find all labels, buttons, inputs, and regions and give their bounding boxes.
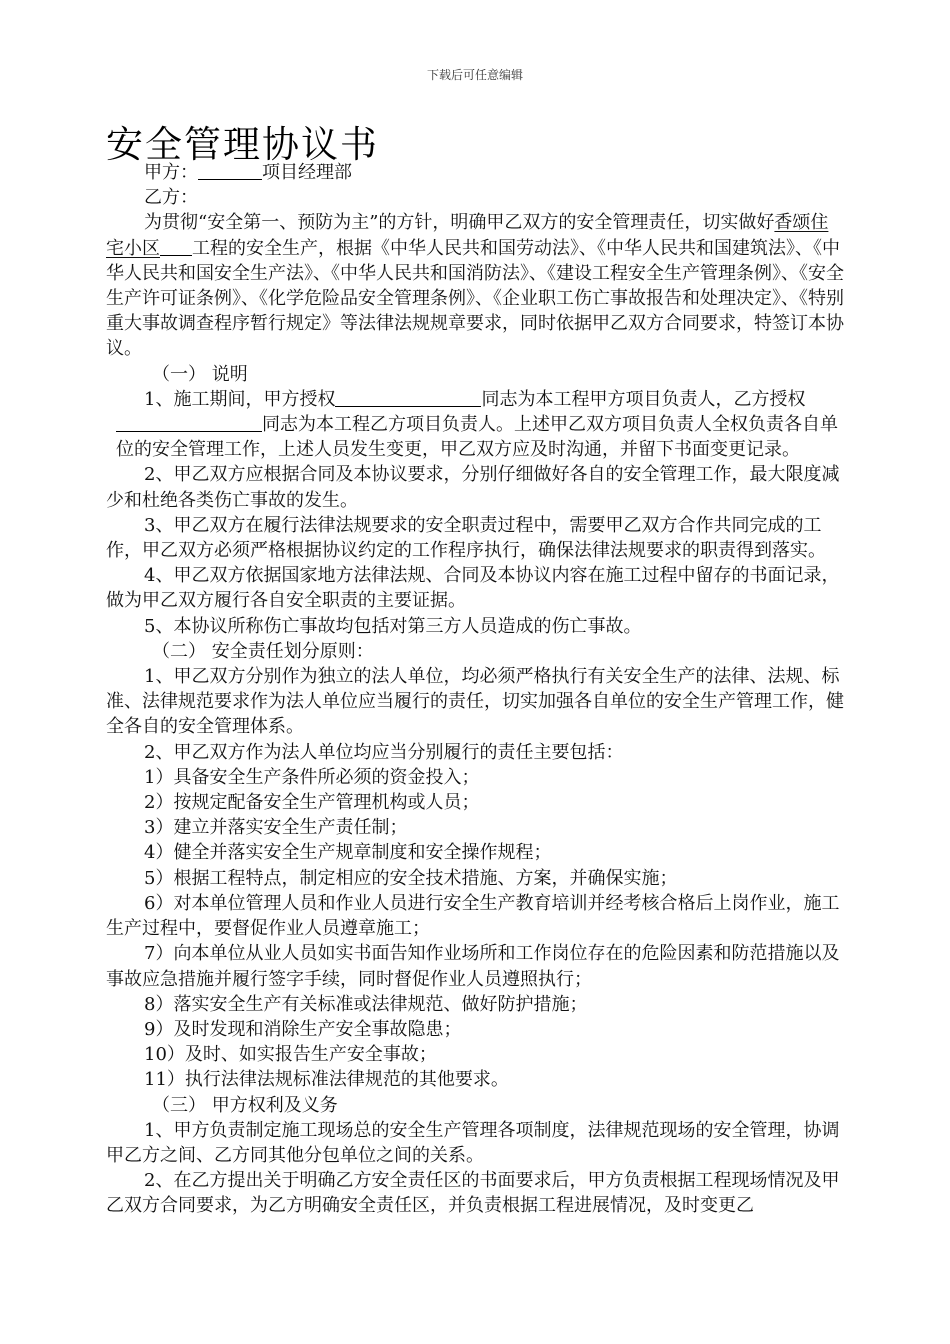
section1-paragraph-5: 5、本协议所称伤亡事故均包括对第三方人员造成的伤亡事故。 [144, 615, 642, 637]
responsibility-item: 8）落实安全生产有关标准或法律规范、做好防护措施； [144, 993, 588, 1015]
project-name: 香颂住宅小区 [106, 212, 829, 259]
section-heading-1: （一） 说明 [152, 363, 248, 385]
section-heading-2: （二） 安全责任划分原则： [152, 640, 374, 662]
section1-paragraph-4: 4、甲乙双方依据国家地方法律法规、合同及本协议内容在施工过程中留存的书面记录，做为甲乙双方履行各自安全职责的主要证据。 [106, 565, 840, 612]
party-a-suffix: 项目经理部 [262, 162, 352, 183]
responsibility-item: 1）具备安全生产条件所必须的资金投入； [144, 766, 480, 788]
responsibility-item: 5）根据工程特点，制定相应的安全技术措施、方案，并确保实施； [144, 867, 678, 889]
document-title: 安全管理协议书 [106, 123, 379, 166]
section-heading-3: （三） 甲方权利及义务 [152, 1094, 338, 1116]
intro-paragraph [106, 210, 844, 361]
section2-paragraph-2: 2、甲乙双方作为法人单位均应当分别履行的责任主要包括： [144, 741, 624, 763]
responsibility-item: 4）健全并落实安全生产规章制度和安全操作规程； [144, 842, 552, 864]
document-body [106, 160, 844, 1219]
party-a-manager-blank [335, 387, 481, 407]
s1p1-text-b: 同志为本工程甲方项目负责人，乙方授权 [481, 388, 806, 410]
responsibility-item: 10）及时、如实报告生产安全事故； [144, 1044, 437, 1066]
s1p1-text-c: 同志为本工程乙方项目负责人。上述甲乙双方项目负责人全权负责各自单位的安全管理工作，上述人员发生变更，甲乙双方应及时沟通，并留下书面变更记录。 [116, 414, 838, 461]
party-a-blank [198, 160, 262, 180]
responsibility-item: 2）按规定配备安全生产管理机构或人员； [144, 792, 480, 814]
intro-text-1: 为贯彻“安全第一、预防为主”的方针，明确甲乙双方的安全管理责任，切实做好 [144, 212, 775, 234]
section3-paragraph-2: 2、在乙方提出关于明确乙方安全责任区的书面要求后，甲方负责根据工程现场情况及甲乙双方合同要求，为乙方明确安全责任区，并负责根据工程进展情况，及时变更乙 [106, 1170, 840, 1217]
section2-paragraph-1: 1、甲乙双方分别作为独立的法人单位，均必须严格执行有关安全生产的法律、法规、标准、法律规范要求作为法人单位应当履行的责任，切实加强各自单位的安全生产管理工作，健全各自的安全管理体系。 [106, 666, 844, 738]
responsibility-item: 3）建立并落实安全生产责任制； [144, 817, 408, 839]
section1-paragraph-2: 2、甲乙双方应根据合同及本协议要求，分别仔细做好各自的安全管理工作，最大限度减少和杜绝各类伤亡事故的发生。 [106, 464, 840, 511]
project-blank [160, 236, 192, 256]
responsibility-item: 7）向本单位从业人员如实书面告知作业场所和工作岗位存在的危险因素和防范措施以及事故应急措施并履行签字手续，同时督促作业人员遵照执行； [106, 943, 840, 990]
header-note: 下载后可任意编辑 [426, 68, 523, 82]
party-b-manager-blank [116, 412, 262, 432]
party-b-line: 乙方： [144, 187, 198, 209]
intro-text-2: 工程的安全生产，根据《中华人民共和国劳动法》、《中华人民共和国建筑法》、《中华人民共和国安全生产法》、《中华人民共和国消防法》、《建设工程安全生产管理条例》、《安全生产许可证条例》、《化学危险品安全管理条例》、《企业职工伤亡事故报告和处理决定》、《特别重大事故调查程序暂行规定》等法律法规规章要求，同时依据甲乙双方合同要求，特签订本协议。 [106, 237, 844, 360]
section1-paragraph-3: 3、甲乙双方在履行法律法规要求的安全职责过程中，需要甲乙双方合作共同完成的工作，甲乙双方必须严格根据协议约定的工作程序执行，确保法律法规要求的职责得到落实。 [106, 514, 826, 562]
s1p1-text-a: 1、施工期间，甲方授权 [144, 388, 336, 410]
section1-paragraph-1 [106, 387, 844, 463]
party-a-line [106, 160, 844, 185]
responsibility-item: 11）执行法律法规标准法律规范的其他要求。 [144, 1069, 509, 1091]
responsibility-item: 6）对本单位管理人员和作业人员进行安全生产教育培训并经考核合格后上岗作业，施工生产过程中，要督促作业人员遵章施工； [106, 892, 840, 940]
section3-paragraph-1: 1、甲方负责制定施工现场总的安全生产管理各项制度，法律规范现场的安全管理，协调甲乙方之间、乙方同其他分包单位之间的关系。 [106, 1119, 840, 1166]
responsibility-item: 9）及时发现和消除生产安全事故隐患； [144, 1018, 462, 1040]
party-a-label: 甲方： [144, 162, 198, 183]
